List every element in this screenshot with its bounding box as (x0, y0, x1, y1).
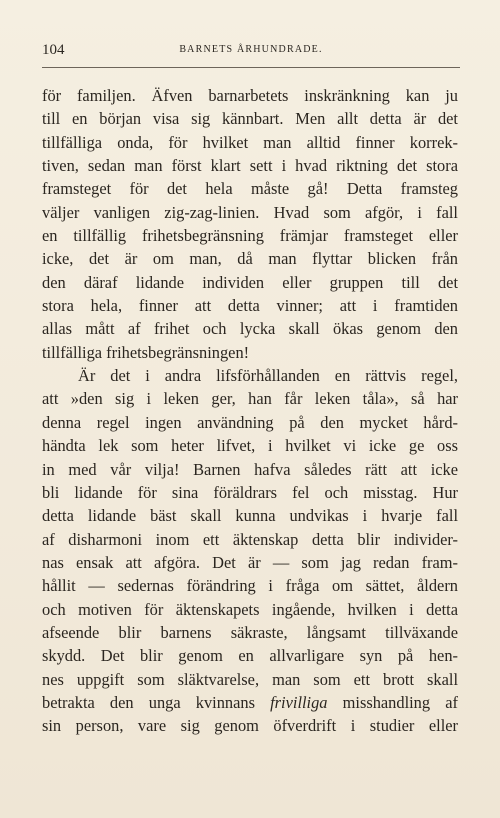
text-line-start: betrakta den unga kvinnans (42, 692, 255, 712)
text-line: in med vår vilja! Barnen hafva således rätt att icke (42, 459, 458, 479)
text-line: bli lidande för sina föräldrars fel och misstag. Hur (42, 482, 458, 502)
text-line-end: misshandling af (342, 692, 458, 712)
text-line: af disharmoni inom ett äktenskap detta blir individer- (42, 529, 458, 549)
page-number: 104 (42, 42, 65, 58)
paragraph-start-line: Är det i andra lifsförhållanden en rättvis regel, (78, 366, 458, 386)
text-line: detta lidande bäst skall kunna undvikas i hvarje fall (42, 506, 458, 526)
text-line-with-emphasis (42, 691, 458, 714)
paragraph-end-line: tillfälliga frihetsbegränsningen! (42, 342, 250, 362)
text-line: hållit — sedernas förändring i fråga om sättet, åldern (42, 576, 458, 596)
text-line: nes uppgift som släktvarelse, man som ett brott skall (42, 669, 458, 689)
text-line: tiven, sedan man först klart sett i hvad riktning det stora (42, 156, 458, 176)
header-rule (42, 67, 460, 68)
text-line: afseende blir barnens säkraste, långsamt tillväxande (42, 622, 458, 642)
body-text (42, 84, 458, 738)
text-line: sin person, vare sig genom öfverdrift i studier eller (42, 716, 458, 736)
running-head: BARNETS ÅRHUNDRADE. (179, 44, 323, 55)
text-line: skydd. Det blir genom en allvarligare syn på hen- (42, 646, 458, 666)
text-line: att »den sig i leken ger, han får leken tåla», så har (42, 389, 458, 409)
text-line: en tillfällig frihetsbegränsning främjar framsteget eller (42, 226, 458, 246)
text-line: stora hela, finner att detta vinner; att i framtiden (42, 296, 458, 316)
text-line: framsteget för det hela måste gå! Detta framsteg (42, 179, 458, 199)
text-line: tillfälliga onda, för hvilket man alltid finner korrek- (42, 132, 458, 152)
text-line: nas ensak att afgöra. Det är — som jag redan fram- (42, 552, 458, 572)
text-line: väljer vanligen zig-zag-linien. Hvad som afgör, i fall (42, 202, 458, 222)
text-line: allas mått af frihet och lycka skall ökas genom den (42, 319, 458, 339)
emphasized-word: frivilliga (270, 692, 328, 712)
text-line: icke, det är om man, då man flyttar blicken från (42, 249, 458, 269)
text-line: för familjen. Äfven barnarbetets inskränkning kan ju (42, 86, 458, 105)
text-line: till en början visa sig kännbart. Men allt detta är det (42, 109, 458, 129)
text-line: denna regel ingen användning på den mycket hård- (42, 412, 458, 432)
page-header (42, 42, 460, 64)
text-line: och motiven för äktenskapets ingående, hvilken i detta (42, 599, 458, 619)
text-line: den däraf lidande individen eller gruppen till det (42, 272, 458, 292)
text-line: händta lek som heter lifvet, i hvilket vi icke ge oss (42, 436, 458, 456)
